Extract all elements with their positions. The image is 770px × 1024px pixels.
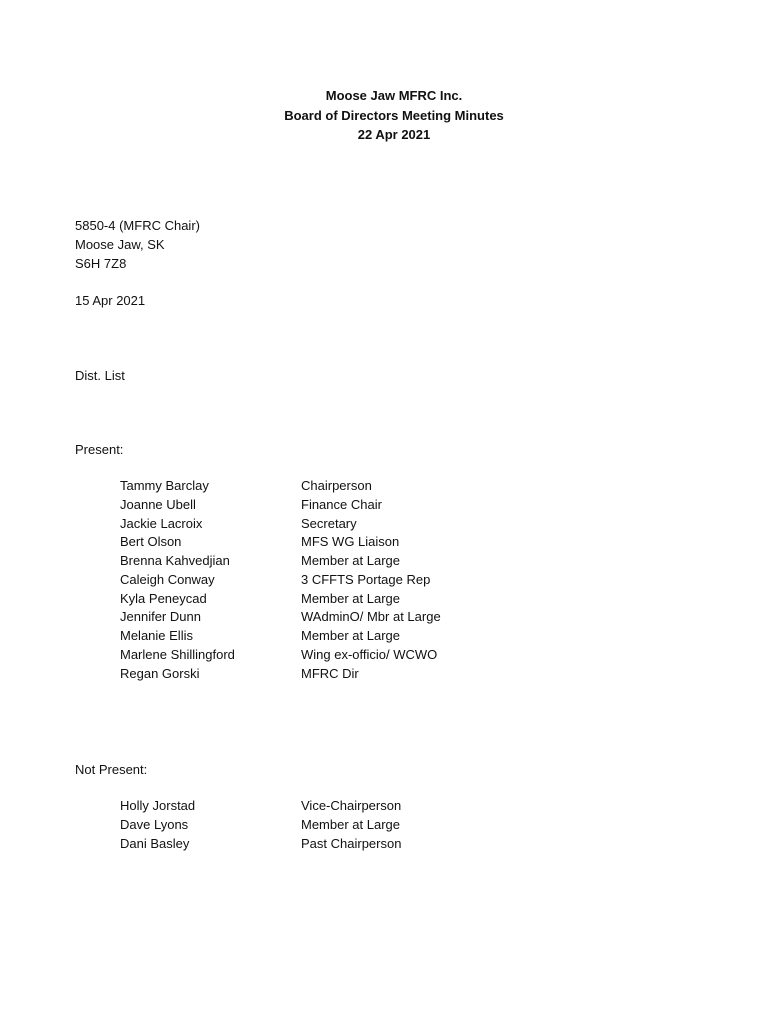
attendee-role: MFRC Dir [301, 665, 359, 681]
attendee-name: Caleigh Conway [120, 571, 215, 587]
address-line-2: Moose Jaw, SK [75, 237, 165, 252]
attendee-name: Regan Gorski [120, 665, 200, 681]
attendee-name: Jackie Lacroix [120, 515, 203, 531]
distribution-list: Dist. List [75, 368, 125, 383]
letter-date: 15 Apr 2021 [75, 293, 146, 308]
attendee-row [120, 646, 441, 665]
meeting-date: 22 Apr 2021 [357, 127, 431, 142]
attendee-row [120, 552, 441, 571]
attendee-row [120, 627, 441, 646]
present-heading: Present: [75, 442, 124, 457]
absentee-role: Vice-Chairperson [301, 798, 402, 813]
attendee-name: Tammy Barclay [120, 478, 209, 493]
absentee-name: Dave Lyons [120, 816, 189, 832]
absentee-role: Past Chairperson [301, 835, 402, 851]
attendee-row [120, 571, 441, 590]
attendee-name: Melanie Ellis [120, 628, 193, 643]
absentee-row [120, 835, 401, 854]
not-present-heading: Not Present: [75, 762, 148, 777]
attendee-row [120, 496, 441, 515]
attendee-name: Brenna Kahvedjian [120, 553, 230, 568]
document-title: Board of Directors Meeting Minutes [284, 107, 504, 123]
absentee-row [120, 816, 401, 835]
document-header [0, 86, 770, 145]
present-list [120, 477, 441, 683]
absentee-name: Dani Basley [120, 835, 190, 851]
attendee-row [120, 477, 441, 496]
address-line-1: 5850-4 (MFRC Chair) [75, 218, 200, 233]
attendee-name: Bert Olson [120, 534, 182, 550]
absentee-role: Member at Large [301, 816, 400, 832]
attendee-role: WAdminO/ Mbr at Large [301, 609, 441, 625]
attendee-name: Marlene Shillingford [120, 646, 235, 662]
address-line-3: S6H 7Z8 [75, 256, 127, 271]
address-block [75, 216, 200, 273]
attendee-role: 3 CFFTS Portage Rep [301, 571, 431, 587]
attendee-role: Member at Large [301, 628, 400, 643]
attendee-row [120, 590, 441, 609]
attendee-row [120, 515, 441, 534]
attendee-role: Finance Chair [301, 496, 382, 512]
attendee-name: Jennifer Dunn [120, 609, 201, 625]
attendee-name: Joanne Ubell [120, 496, 196, 512]
attendee-role: Member at Large [301, 553, 400, 568]
attendee-name: Kyla Peneycad [120, 590, 207, 606]
attendee-role: Secretary [301, 515, 357, 531]
organization-name: Moose Jaw MFRC Inc. [325, 88, 463, 103]
attendee-row [120, 533, 441, 552]
not-present-list [120, 797, 401, 853]
attendee-role: Member at Large [301, 590, 400, 606]
attendee-role: Chairperson [301, 478, 372, 493]
attendee-row [120, 608, 441, 627]
attendee-row [120, 665, 441, 684]
absentee-row [120, 797, 401, 816]
attendee-role: MFS WG Liaison [301, 534, 400, 550]
attendee-role: Wing ex-officio/ WCWO [301, 646, 438, 662]
absentee-name: Holly Jorstad [120, 798, 196, 813]
